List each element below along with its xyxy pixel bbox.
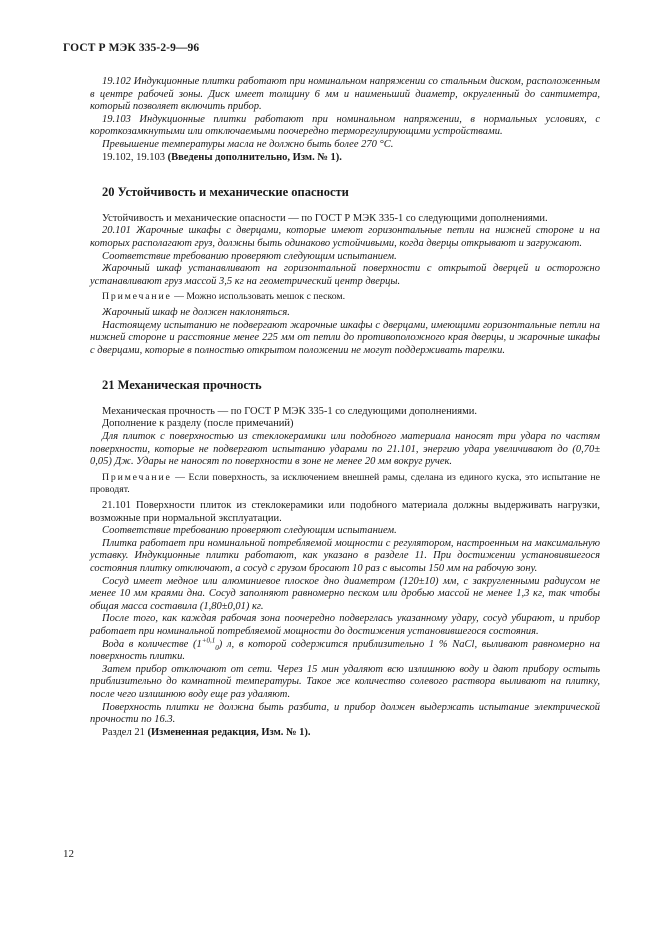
- not-tip-20: Жарочный шкаф не должен наклоняться.: [102, 306, 290, 318]
- test-21-step5: Поверхность плитки не должна быть разбита, и прибор должен выдержать испытание электрической прочности по 16.3.: [90, 701, 600, 726]
- page-number: 12: [63, 848, 74, 860]
- clause-20-101: 20.101 Жарочные шкафы с дверцами, которые имеют горизонтальные петли на нижней стороне и на которых располагают груз, должны быть одинаково устойчивыми, когда дверцы открывают и загружают.: [90, 225, 600, 249]
- test-21-step1: Плитка работает при номинальной потребляемой мощности с регулятором, настроенным на максимальную уставку. Индукционные плитки работают, как указано в разделе 11. При достижении установившегося состояния плитку отключают, а сосуд с грузом бросают 10 раз с высоты 150 мм на рабочую зону.: [90, 537, 600, 574]
- page-body: [90, 76, 600, 739]
- amendment-ref: Раздел 21: [102, 726, 145, 738]
- note-21: [90, 472, 600, 497]
- amendment-note-19: [90, 152, 600, 165]
- clause-19-102: 19.102 Индукционные плитки работают при номинальном напряжении со стальным диском, расположенным в центре рабочей зоны. Диск имеет толщину 6 мм и наименьший диаметр, округленный до сантиметра, который позволяет включить прибор.: [90, 76, 600, 113]
- exemption-20: Настоящему испытанию не подвергают жарочные шкафы с дверцами, имеющими горизонтальные петли на нижней стороне и расстояние менее 225 мм от петли до противоположного края дверцы, и жарочные шкафы с дверцами, которые в полностью открытом положении не могут поддерживать тарелки.: [90, 319, 600, 356]
- tolerance-upper: +0,1: [201, 636, 216, 645]
- section-20-title: 20 Устойчивость и механические опасности: [102, 185, 349, 200]
- test-21-water: Вода в количестве $(1^{+0,1}_0)$ л, в которой содержится приблизительно 1 % NaCl, выливают равномерно на поверхность плитки.: [90, 636, 600, 663]
- amendment-text: (Измененная редакция, Изм. № 1).: [147, 726, 311, 738]
- clause-19-103: 19.103 Индукционные плитки работают при номинальном напряжении, в нормальных условиях, с короткозамкнутыми или отключаемыми поочередно терморегулирующими устройствами.: [90, 113, 600, 138]
- section-21-addition: Дополнение к разделу (после примечаний): [102, 418, 294, 430]
- running-header: ГОСТ Р МЭК 335-2-9—96: [63, 42, 200, 54]
- tolerance-lower: 0: [215, 643, 219, 652]
- note-text: — Если поверхность, за исключением внешней рамы, сделана из единого куска, это испытание не проводят.: [90, 471, 600, 496]
- section-20-intro: Устойчивость и механические опасности — по ГОСТ Р МЭК 335-1 со следующими дополнениями.: [102, 212, 548, 224]
- compliance-21: Соответствие требованию проверяют следующим испытанием.: [102, 525, 397, 537]
- glass-ceramic-impact: Для плиток с поверхностью из стеклокерамики или подобного материала наносят три удара по частям поверхности, которые не подвергают испытанию ударами по 21.101, энергию удара увеличивают до (0,70± 0,05) Дж. Удары не наносят по поверхности в зоне не менее 20 мм вокруг ручек.: [90, 431, 600, 468]
- note-text: — Можно использовать мешок с песком.: [171, 291, 346, 303]
- amendment-text: (Введены дополнительно, Изм. № 1).: [167, 151, 342, 163]
- section-21-title: 21 Механическая прочность: [102, 378, 262, 393]
- test-20: Жарочный шкаф устанавливают на горизонтальной поверхности с открытой дверцей и осторожно устанавливают груз массой 3,5 кг на геометрический центр дверцы.: [90, 263, 600, 287]
- note-label: Примечание: [102, 471, 172, 483]
- amendment-ref: 19.102, 19.103: [102, 151, 165, 163]
- clause-21-101: 21.101 Поверхности плиток из стеклокерамики или подобного материала должны выдерживать нагрузки, возможные при нормальной эксплуатации.: [90, 500, 600, 524]
- section-21-intro: Механическая прочность — по ГОСТ Р МЭК 335-1 со следующими дополнениями.: [102, 405, 478, 417]
- test-21-step4: Затем прибор отключают от сети. Через 15 мин удаляют всю излишнюю воду и дают прибору остыть приблизительно до комнатной температуры. Такое же количество солевого раствора выливают на плитку, после чего излишнюю воду еще раз удаляют.: [90, 663, 600, 700]
- clause-19-103-limit: Превышение температуры масла не должно быть более 270 °С.: [102, 138, 394, 150]
- test-21-step2: Сосуд имеет медное или алюминиевое плоское дно диаметром (120±10) мм, с закругленными радиусом не менее 10 мм краями дна. Сосуд заполняют равномерно песком или дробью массой не менее 1,3 кг, так чтобы общая масса составила (1,80±0,01) кг.: [90, 575, 600, 612]
- note-20: [90, 291, 600, 304]
- test-21-step3: После того, как каждая рабочая зона поочередно подверглась указанному удару, сосуд убирают, и прибор работает при номинальной потребляемой мощности до достижения установившегося состояния.: [90, 613, 600, 637]
- compliance-20: Соответствие требованию проверяют следующим испытанием.: [102, 250, 397, 262]
- note-label: Примечание: [102, 291, 172, 303]
- amendment-note-21: [90, 727, 600, 740]
